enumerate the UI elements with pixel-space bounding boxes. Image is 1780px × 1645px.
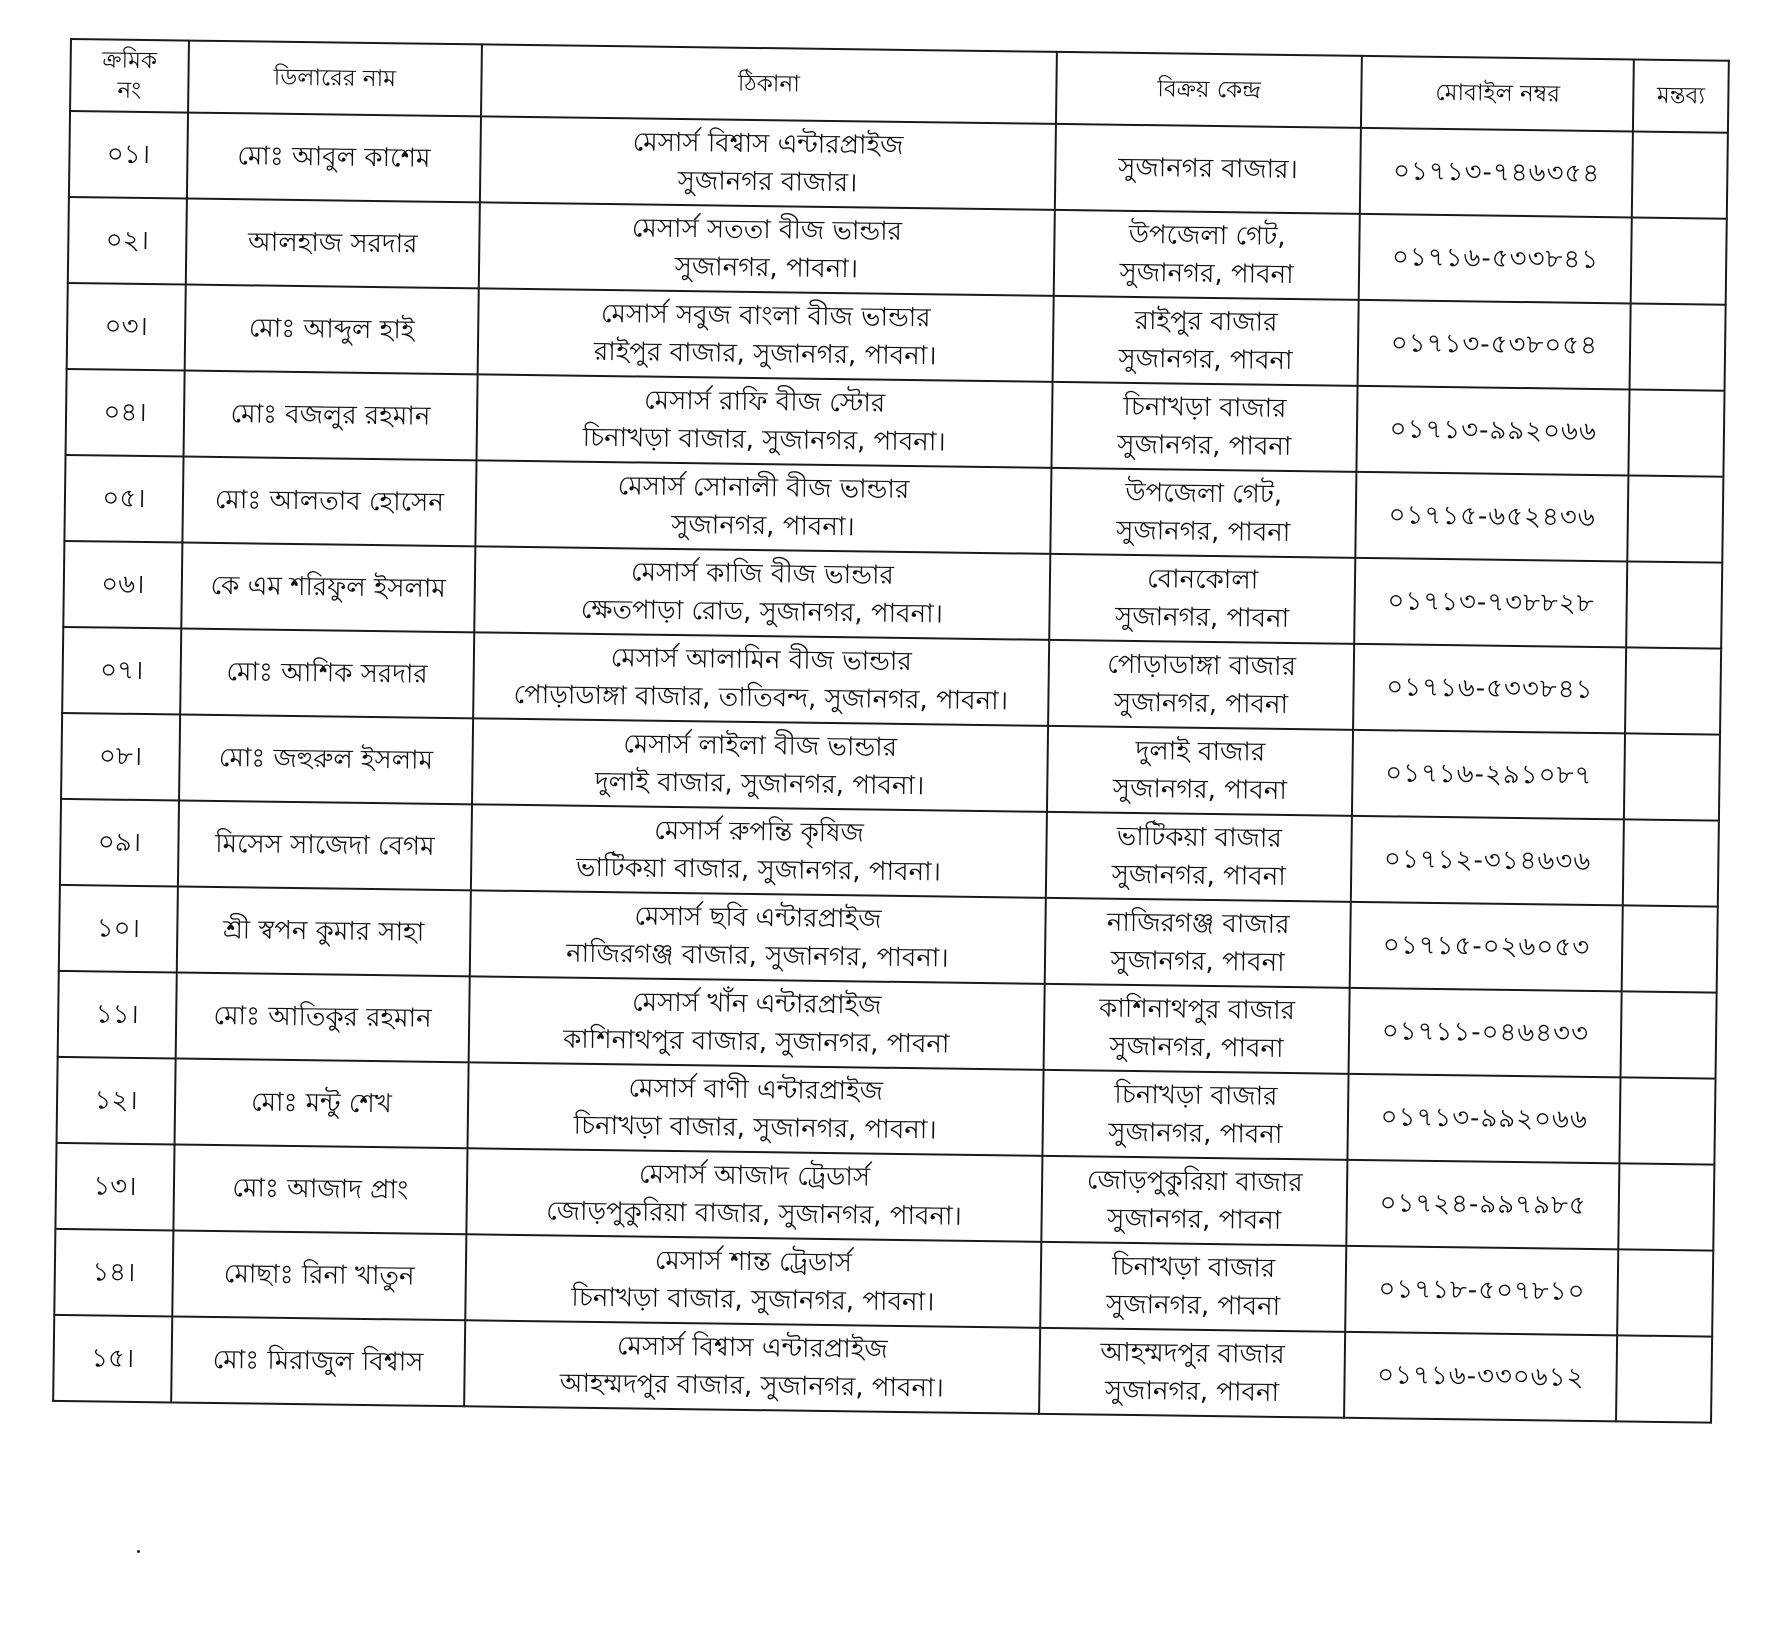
header-mobile: মোবাইল নম্বর [1361, 56, 1634, 132]
sales-center-cell [1042, 1070, 1349, 1160]
address-line1: মেসার্স খাঁন এন্টারপ্রাইজ [631, 987, 882, 1021]
address-line1: মেসার্স বিশ্বাস এন্টারপ্রাইজ [616, 1331, 888, 1365]
sales-center-line2: সুজানগর, পাবনা [1116, 515, 1291, 549]
sales-center-line1: রাইপুর বাজার [1134, 305, 1278, 338]
remarks-cell [1617, 1249, 1713, 1336]
address-line1: মেসার্স কাজি বীজ ভান্ডার [630, 557, 894, 591]
header-serial-line1: ক্রমিক [102, 47, 158, 75]
address-line1: মেসার্স সোনালী বীজ ভান্ডার [617, 471, 910, 506]
sales-center-cell [1051, 382, 1358, 472]
address-cell [467, 1062, 1043, 1156]
serial-cell: ০৯। [60, 799, 179, 887]
dealer-name-cell: মিসেস সাজেদা বেগম [178, 800, 472, 890]
mobile-cell: ০১৭১৬-৫৩৩৮৪১ [1359, 214, 1632, 304]
address-line2: সুজানগর বাজার। [677, 165, 858, 199]
mobile-cell: ০১৭১৮-৫০৭৮১০ [1346, 1246, 1619, 1336]
sales-center-line1: চিনাখড়া বাজার [1111, 1251, 1276, 1284]
sales-center-line2: সুজানগর, পাবনা [1118, 343, 1293, 377]
serial-cell: ০৮। [61, 713, 180, 801]
address-line2: চিনাখড়া বাজার, সুজানগর, পাবনা। [582, 422, 946, 458]
address-line2: পোড়াডাঙ্গা বাজার, তাতিবন্দ, সুজানগর, পাবনা। [513, 679, 1009, 717]
mobile-cell: ০১৭১২-৩১৪৬৩৬ [1351, 816, 1624, 906]
address-cell [476, 374, 1052, 468]
address-line1: মেসার্স বাণী এন্টারপ্রাইজ [628, 1073, 884, 1107]
address-cell [468, 976, 1044, 1070]
mobile-cell: ০১৭১৬-৩৩০৬১২ [1344, 1332, 1617, 1422]
dealer-name-cell: মোঃ জহুরুল ইসলাম [179, 714, 473, 804]
sales-center-line1: পোড়াডাঙ্গা বাজার [1107, 649, 1297, 683]
sales-center-line2: সুজানগর, পাবনা [1112, 773, 1288, 806]
remarks-cell [1630, 303, 1726, 390]
remarks-cell [1625, 647, 1721, 734]
sales-center-cell [1050, 468, 1357, 558]
mobile-cell: ০১৭১৫-০২৬০৫৩ [1350, 902, 1623, 992]
serial-cell: ১৩। [55, 1143, 174, 1231]
sales-center-line1: সুজানগর বাজার। [1118, 152, 1298, 186]
sales-center-cell [1054, 210, 1361, 300]
sales-center-cell [1043, 984, 1350, 1074]
address-line2: চিনাখড়া বাজার, সুজানগর, পাবনা। [573, 1110, 937, 1146]
sales-center-cell [1049, 554, 1356, 644]
sales-center-cell [1046, 812, 1353, 902]
mobile-cell: ০১৭১৩-৯৯২০৬৬ [1348, 1074, 1621, 1164]
remarks-cell [1623, 819, 1719, 906]
sales-center-line1: বোনকোলা [1146, 564, 1259, 596]
sales-center-line2: সুজানগর, পাবনা [1108, 1117, 1283, 1150]
remarks-cell [1616, 1335, 1712, 1422]
address-line1: মেসার্স আলামিন বীজ ভান্ডার [610, 643, 912, 678]
header-serial-line2: নং [117, 77, 142, 104]
address-line1: মেসার্স সততা বীজ ভান্ডার [631, 213, 903, 247]
mobile-cell: ০১৭১১-০৪৬৪৩৩ [1349, 988, 1622, 1078]
serial-cell: ০২। [68, 197, 187, 285]
dealer-table [52, 38, 1730, 1424]
address-line1: মেসার্স লাইলা বীজ ভান্ডার [623, 729, 898, 763]
remarks-cell [1624, 733, 1720, 820]
sales-center-line2: সুজানগর, পাবনা [1104, 1375, 1280, 1408]
header-serial [70, 39, 189, 113]
address-cell [474, 546, 1050, 640]
address-cell [472, 718, 1048, 812]
sales-center-line1: জোড়পুকুরিয়া বাজার [1086, 1165, 1303, 1199]
remarks-cell [1627, 475, 1723, 562]
sales-center-line2: সুজানগর, পাবনা [1105, 1289, 1281, 1322]
dealer-name-cell: মোঃ মন্টু শেখ [174, 1058, 468, 1148]
remarks-cell [1621, 991, 1717, 1078]
address-line1: মেসার্স সবুজ বাংলা বীজ ভান্ডার [600, 298, 931, 334]
header-dealer-name: ডিলারের নাম [188, 41, 482, 117]
address-cell [479, 202, 1055, 296]
sales-center-line1: চিনাখড়া বাজার [1123, 391, 1287, 424]
header-sales-center: বিক্রয় কেন্দ্র [1056, 52, 1362, 128]
address-line1: মেসার্স ছবি এন্টারপ্রাইজ [634, 901, 882, 935]
mobile-cell: ০১৭২৪-৯৯৭৯৮৫ [1347, 1160, 1620, 1250]
sales-center-line2: সুজানগর, পাবনা [1114, 601, 1290, 635]
sales-center-line1: চিনাখড়া বাজার [1114, 1079, 1278, 1112]
mobile-cell: ০১৭১৩-৫৩৮০৫৪ [1358, 300, 1631, 390]
header-address: ঠিকানা [481, 44, 1057, 124]
address-line2: দুলাই বাজার, সুজানগর, পাবনা। [594, 766, 925, 802]
mobile-cell: ০১৭১৩-৯৯২০৬৬ [1357, 386, 1630, 476]
dealer-name-cell: মোঃ আশিক সরদার [180, 629, 474, 719]
dealer-name-cell: শ্রী স্বপন কুমার সাহা [177, 886, 471, 976]
remarks-cell [1626, 561, 1722, 648]
address-line1: মেসার্স আজাদ ট্রেডার্স [638, 1159, 871, 1193]
remarks-cell [1620, 1077, 1716, 1164]
address-line1: মেসার্স রুপন্তি কৃষিজ [654, 815, 865, 849]
sales-center-line2: সুজানগর, পাবনা [1111, 859, 1287, 892]
sales-center-cell [1040, 1242, 1347, 1332]
mobile-cell: ০১৭১৫-৬৫২৪৩৬ [1356, 472, 1629, 562]
address-cell [464, 1320, 1040, 1414]
remarks-cell [1629, 389, 1725, 476]
sales-center-cell [1039, 1328, 1346, 1418]
sales-center-line2: সুজানগর, পাবনা [1110, 945, 1285, 978]
sales-center-line1: আহম্মদপুর বাজার [1100, 1337, 1285, 1371]
serial-cell: ০৭। [62, 627, 181, 715]
dealer-name-cell: মোঃ আতিকুর রহমান [176, 972, 470, 1062]
mobile-cell: ০১৭১৬-২৯১০৮৭ [1352, 730, 1625, 820]
address-line2: ভাটিকয়া বাজার, সুজানগর, পাবনা। [575, 852, 942, 888]
mobile-cell: ০১৭১৩-৭৪৬৩৫৪ [1360, 128, 1633, 218]
address-line2: আহম্মদপুর বাজার, সুজানগর, পাবনা। [559, 1368, 945, 1404]
sales-center-line1: কাশিনাথপুর বাজার [1098, 993, 1296, 1027]
remarks-cell [1631, 217, 1727, 304]
address-line1: মেসার্স শান্ত ট্রেডার্স [654, 1245, 853, 1279]
sales-center-cell [1048, 640, 1355, 730]
sales-center-line2: সুজানগর, পাবনা [1113, 687, 1289, 720]
sales-center-line1: দুলাই বাজার [1135, 736, 1266, 768]
address-line2: নাজিরগঞ্জ বাজার, সুজানগর, পাবনা। [565, 938, 949, 974]
address-cell [466, 1148, 1042, 1242]
sales-center-cell [1047, 726, 1354, 816]
serial-cell: ০৬। [63, 541, 182, 629]
sales-center-cell [1045, 898, 1352, 988]
address-cell [471, 804, 1047, 898]
sales-center-cell [1055, 124, 1362, 214]
dealer-name-cell: মোঃ আব্দুল হাই [185, 285, 479, 375]
scan-speck [137, 1550, 140, 1553]
dealer-name-cell: মোঃ মিরাজুল বিশ্বাস [171, 1316, 465, 1406]
serial-cell: ১০। [59, 885, 178, 973]
serial-cell: ০১। [69, 111, 188, 199]
sales-center-line1: ভাটিকয়া বাজার [1116, 821, 1282, 854]
address-cell [475, 460, 1051, 554]
mobile-cell: ০১৭১৬-৫৩৩৮৪১ [1353, 644, 1626, 734]
sales-center-cell [1041, 1156, 1348, 1246]
mobile-cell: ০১৭১৩-৭৩৮৮২৮ [1355, 558, 1628, 648]
dealer-name-cell: মোঃ আলতাব হোসেন [182, 457, 476, 547]
serial-cell: ০৪। [66, 369, 185, 457]
address-cell [473, 632, 1049, 726]
address-line2: চিনাখড়া বাজার, সুজানগর, পাবনা। [571, 1282, 935, 1318]
address-line2: ক্ষেতপাড়া রোড, সুজানগর, পাবনা। [580, 594, 944, 630]
table-body [53, 111, 1728, 1423]
dealer-name-cell: মোঃ আবুল কাশেম [187, 113, 481, 203]
address-cell [470, 890, 1046, 984]
address-line1: মেসার্স বিশ্বাস এন্টারপ্রাইজ [632, 127, 904, 161]
address-cell [480, 116, 1056, 210]
address-cell [477, 288, 1053, 382]
header-remarks: মন্তব্য [1633, 59, 1729, 132]
address-line2: জোড়পুকুরিয়া বাজার, সুজানগর, পাবনা। [546, 1196, 963, 1232]
sales-center-cell [1053, 296, 1360, 386]
dealer-name-cell: আলহাজ সরদার [186, 199, 480, 289]
remarks-cell [1622, 905, 1718, 992]
remarks-cell [1618, 1163, 1714, 1250]
sales-center-line2: সুজানগর, পাবনা [1117, 429, 1292, 463]
dealer-name-cell: কে এম শরিফুল ইসলাম [181, 543, 475, 633]
serial-cell: ১১। [58, 971, 177, 1059]
serial-cell: ১৪। [54, 1229, 173, 1317]
sales-center-line1: নাজিরগঞ্জ বাজার [1106, 907, 1290, 941]
serial-cell: ১২। [57, 1057, 176, 1145]
address-line2: রাইপুর বাজার, সুজানগর, পাবনা। [593, 336, 937, 372]
dealer-name-cell: মোঃ বজলুর রহমান [184, 371, 478, 461]
sales-center-line2: সুজানগর, পাবনা [1109, 1031, 1284, 1064]
serial-cell: ০৫। [64, 455, 183, 543]
dealer-name-cell: মোঃ আজাদ প্রাং [173, 1144, 467, 1234]
sales-center-line2: সুজানগর, পাবনা [1119, 257, 1294, 291]
remarks-cell [1632, 131, 1728, 218]
address-line1: মেসার্স রাফি বীজ স্টোর [643, 385, 886, 419]
dealer-name-cell: মোছাঃ রিনা খাতুন [172, 1230, 466, 1320]
sales-center-line1: উপজেলা গেট, [1128, 219, 1286, 252]
address-line2: সুজানগর, পাবনা। [671, 509, 855, 543]
address-line2: সুজানগর, পাবনা। [674, 251, 859, 285]
sales-center-line1: উপজেলা গেট, [1125, 477, 1283, 510]
serial-cell: ১৫। [53, 1315, 172, 1403]
address-cell [465, 1234, 1041, 1328]
address-line2: কাশিনাথপুর বাজার, সুজানগর, পাবনা [562, 1024, 950, 1060]
sales-center-line2: সুজানগর, পাবনা [1107, 1203, 1282, 1236]
serial-cell: ০৩। [67, 283, 186, 371]
